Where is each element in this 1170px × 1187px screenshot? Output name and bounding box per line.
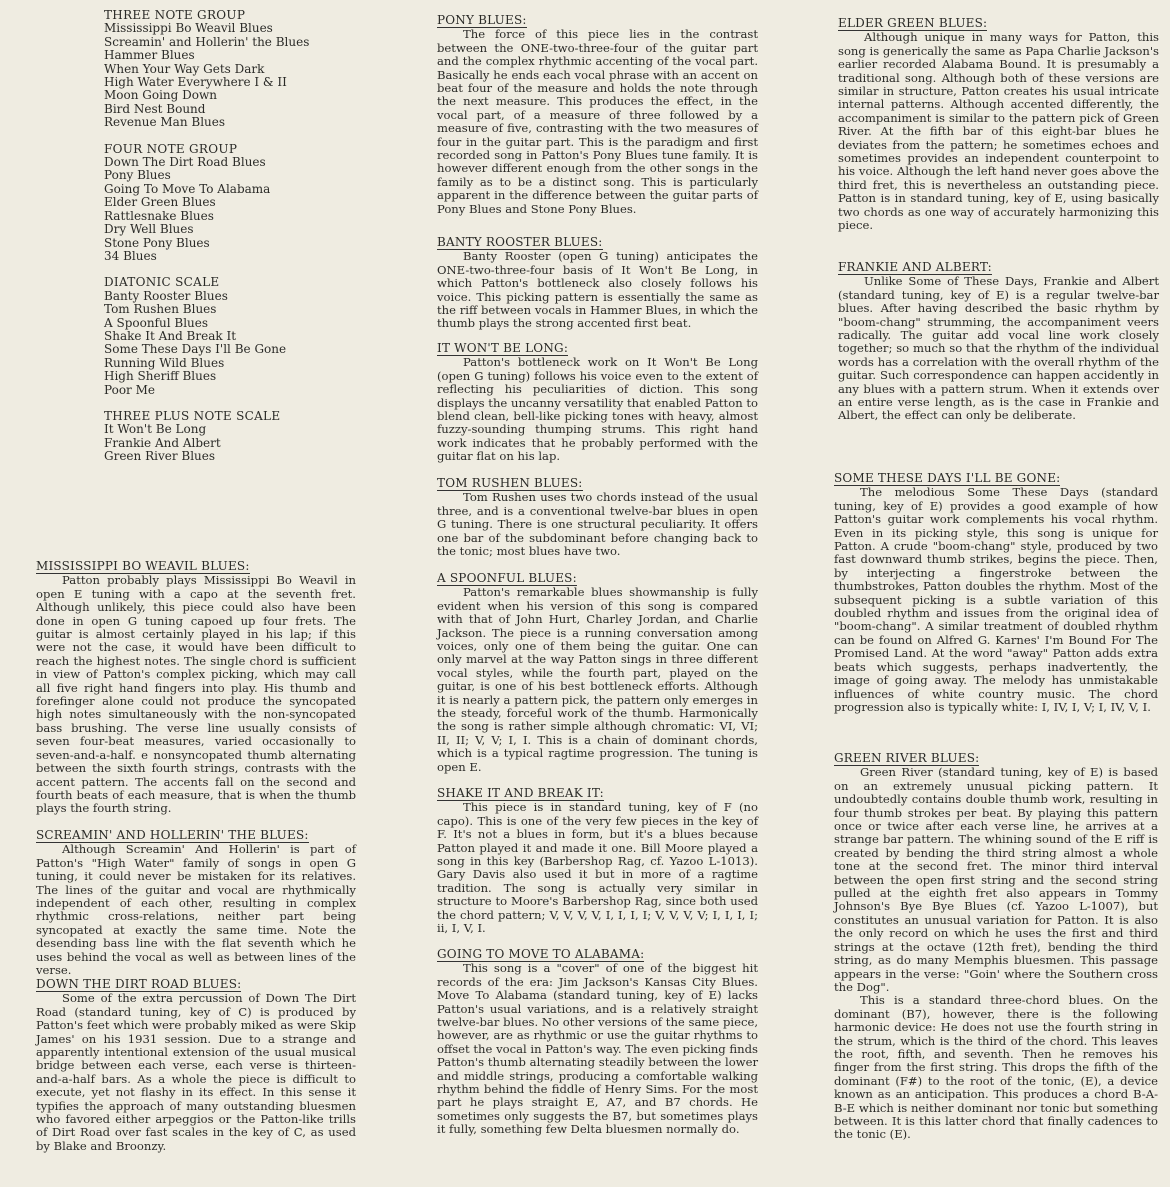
group-three-note — [104, 9, 404, 130]
section-frankie — [838, 256, 1159, 423]
list-item: High Sheriff Blues — [104, 369, 217, 384]
list-item: Dry Well Blues — [104, 222, 194, 237]
column-left-articles — [36, 555, 356, 816]
section-body: The melodious Some These Days (standard tuning, key of E) provides a good example of how Patton's guitar work complements his vocal rhythm. Even in its picking style, this song is unique for Patton. A crude "boom-chang" style, produced by two fast downward thumb strikes, begins the piece. Then, by interjecting a fingerstroke between the thumbstrokes, Patton doubles the rhythm. Most of the subsequent picking is a subtle variation of this doubled rhythm and issues from the original idea of "boom-chang". A similar treatment of doubled rhythm can be found on Alfred G. Karnes' I'm Bound For The Promised Land. At the word "away" Patton adds extra beats which suggests, perhaps inadvertently, the image of going away. The melody has unmistakable influences of white country music. The chord progression also is typically white: I, IV, I, V; I, IV, V, I. — [834, 485, 1158, 714]
section-frankie-wrap — [838, 256, 1159, 423]
list-item: Green River Blues — [104, 449, 216, 464]
section-body: The force of this piece lies in the contrast between the ONE-two-three-four of the guitar part and the complex rhythmic accenting of the vocal part. Basically he ends each vocal phrase with an accent on beat four of the measure and holds the note through the next measure. This produces the effect, in the vocal part, of a measure of three followed by a measure of five, contrasting with the two measures of four in the guitar part. This is the paradigm and first recorded song in Patton's Pony Blues tune family. It is however different enough from the other songs in the family as to be a distinct song. This is particularly apparent in the difference between the guitar parts of Pony Blues and Stone Pony Blues. — [437, 27, 758, 216]
section-tomrushen — [437, 472, 758, 558]
section-title: GREEN RIVER BLUES: — [834, 751, 980, 765]
section-body-2: This is a standard three-chord blues. On the dominant (B7), however, there is the following harmonic device: He does not use the fourth string in the strum, which is the third of the chord. This leaves the root, fifth, and seventh. Then he removes his finger from the first string. This drops the fifth of the dominant (F#) to the root of the tonic, (E), a device known as an anticipation. This produces a chord B-A-B-E which is neither dominant nor tonic but something between. It is this latter chord that finally cadences to the tonic (E). — [834, 993, 1158, 1142]
section-spoonful — [437, 567, 758, 774]
list-item: Mississippi Bo Weavil Blues — [104, 21, 273, 36]
list-item: Running Wild Blues — [104, 355, 225, 370]
section-alabama — [437, 943, 758, 1137]
list-item: Revenue Man Blues — [104, 115, 226, 130]
section-screamin — [36, 824, 356, 977]
section-pony — [437, 9, 758, 216]
section-wontbelong-wrap — [437, 337, 758, 464]
section-spoonful-wrap — [437, 567, 758, 774]
group-diatonic — [104, 276, 404, 397]
group-four-note — [104, 143, 404, 264]
section-title: DOWN THE DIRT ROAD BLUES: — [36, 977, 242, 991]
list-item: Some These Days I'll Be Gone — [104, 342, 287, 357]
group-heading: THREE PLUS NOTE SCALE — [104, 408, 281, 423]
section-body: Banty Rooster (open G tuning) anticipates the ONE-two-three-four basis of It Won't Be Long, in which Patton's bottleneck also closely follows his voice. This picking pattern is essentially the same as the riff between vocals in Hammer Blues, in which the thumb plays the strong accented first beat. — [437, 249, 758, 331]
list-item: A Spoonful Blues — [104, 315, 209, 330]
section-greenriver — [834, 747, 1158, 1142]
section-title: ELDER GREEN BLUES: — [838, 16, 988, 30]
section-title: IT WON'T BE LONG: — [437, 341, 569, 355]
section-shake-wrap — [437, 782, 758, 935]
song-groups — [104, 9, 404, 477]
list-item: Elder Green Blues — [104, 195, 216, 210]
list-item: It Won't Be Long — [104, 422, 207, 437]
section-title: BANTY ROOSTER BLUES: — [437, 235, 603, 249]
section-eldergreen-wrap — [838, 12, 1159, 233]
section-somedays — [834, 467, 1158, 714]
group-heading: THREE NOTE GROUP — [104, 8, 246, 22]
section-title: MISSISSIPPI BO WEAVIL BLUES: — [36, 559, 250, 573]
section-dirtroad — [36, 973, 356, 1153]
list-item: When Your Way Gets Dark — [104, 61, 265, 76]
list-item: Hammer Blues — [104, 48, 195, 63]
list-item: Stone Pony Blues — [104, 235, 210, 250]
section-banty-wrap — [437, 231, 758, 331]
section-body: Although unique in many ways for Patton, this song is generically the same as Papa Charlie Jackson's earlier recorded Alabama Bound. It is presumably a traditional song. Although both of these versions are similar in structure, Patton creates his usual intricate internal patterns. Although accented differently, the accompaniment is similar to the pattern pick of Green River. At the fifth bar of this eight-bar blues he deviates from the pattern; he sometimes echoes and sometimes provides an independent counterpoint to his voice. Although the left hand never goes above the third fret, this is nevertheless an outstanding piece. Patton is in standard tuning, key of E, using basically two chords as one way of accurately harmonizing this piece. — [838, 30, 1159, 233]
list-item: Down The Dirt Road Blues — [104, 155, 266, 170]
section-body: This song is a "cover" of one of the biggest hit records of the era: Jim Jackson's Kansas City Blues. Move To Alabama (standard tuning, key of E) lacks Patton's usual variations, and is a relatively straight twelve-bar blues. No other versions of the same piece, however, are as rhythmic or use the guitar rhythms to offset the vocal in Patton's way. The even picking finds Patton's thumb alternating steadily between the lower and middle strings, producing a comfortable walking rhythm behind the fiddle of Henry Sims. For the most part he plays straight E, A7, and B7 chords. He sometimes only suggests the B7, but sometimes plays it fully, something few Delta bluesmen normally do. — [437, 961, 758, 1137]
group-heading: DIATONIC SCALE — [104, 275, 220, 290]
section-alabama-wrap — [437, 943, 758, 1137]
section-body: Some of the extra percussion of Down The Dirt Road (standard tuning, key of C) is produced by Patton's feet which were probably miked as were Skip James' on his 1931 session. Due to a strange and apparently intentional extension of the usual musical bridge between each verse, each verse is thirteen-and-a-half bars. As a whole the piece is difficult to execute, yet not flashy in its effect. In this sense it typifies the approach of many outstanding bluesmen who favored either arpeggios or the Patton-like trills of Dirt Road over fast scales in the key of C, as used by Blake and Broonzy. — [36, 991, 356, 1153]
section-body: Unlike Some of These Days, Frankie and Albert (standard tuning, key of E) is a regular twelve-bar blues. After having described the basic rhythm by "boom-chang" strumming, the accompaniment veers radically. The guitar add vocal line work closely together; so much so that the rhythm of the individual words has a correlation with the overall rhythm of the guitar. Such correspondence can happen accidently in any blues with a pattern strum. When it extends over an entire verse length, as is the case in Frankie and Albert, the effect can only be deliberate. — [838, 274, 1159, 423]
list-item: Frankie And Albert — [104, 435, 221, 450]
group-three-plus — [104, 410, 404, 464]
section-body: Although Screamin' And Hollerin' is part of Patton's "High Water" family of songs in open G tuning, it could never be mistaken for its relatives. The lines of the guitar and vocal are rhythmically independent of each other, resulting in complex rhythmic cross-relations, neither part being syncopated at exactly the same time. Note the desending bass line with the flat seventh which he uses behind the vocal as well as between lines of the verse. — [36, 842, 356, 978]
section-body: Patton's remarkable blues showmanship is fully evident when his version of this song is compared with that of John Hurt, Charley Jordan, and Charlie Jackson. The piece is a running conversation among voices, only one of them being the guitar. One can only marvel at the way Patton sings in three different vocal styles, while the fourth part, played on the guitar, is one of his best bottleneck efforts. Although it is nearly a pattern pick, the pattern only emerges in the steady, forceful work of the thumb. Harmonically the song is rather simple although chromatic: VI, VI; II, II; V, V; I, I. This is a chain of dominant chords, which is a typical ragtime progression. The tuning is open E. — [437, 585, 758, 774]
section-title: TOM RUSHEN BLUES: — [437, 476, 583, 490]
section-mississippi — [36, 555, 356, 816]
section-greenriver-wrap — [834, 747, 1158, 1142]
section-title: SCREAMIN' AND HOLLERIN' THE BLUES: — [36, 828, 309, 842]
section-title: SOME THESE DAYS I'LL BE GONE: — [834, 471, 1061, 485]
list-item: 34 Blues — [104, 248, 157, 263]
section-banty — [437, 231, 758, 331]
list-item: High Water Everywhere I & II — [104, 75, 287, 90]
list-item: Going To Move To Alabama — [104, 181, 271, 196]
list-item: Rattlesnake Blues — [104, 208, 214, 223]
section-body: This piece is in standard tuning, key of F (no capo). This is one of the very few pieces in the key of F. It's not a blues in form, but it's a blues because Patton played it and made it one. Bill Moore played a song in this key (Barbershop Rag, cf. Yazoo L-1013). Gary Davis also used it but in more of a ragtime tradition. The song is actually very similar in structure to Moore's Barbershop Rag, since both used the chord pattern; V, V, V, V, I, I, I, I; V, V, V, V; I, I, I, I; ii, I, V, I. — [437, 800, 758, 936]
section-pony-wrap — [437, 9, 758, 216]
list-item: Poor Me — [104, 382, 155, 397]
section-body: Patton probably plays Mississippi Bo Weavil in open E tuning with a capo at the seventh fret. Although unlikely, this piece could also have been done in open G tuning capoed up four frets. The guitar is almost certainly played in his lap; if this were not the case, it would have been difficult to reach the highest notes. The single chord is sufficient in view of Patton's complex picking, which may call all five right hand fingers into play. His thumb and forefinger alone could not produce the syncopated high notes simultaneously with the non-syncopated bass brushing. The verse line usually consists of seven four-beat measures, varied occasionally to seven-and-a-half. e nonsyncopated thumb alternating between the sixth fourth strings, contrasts with the accent pattern. The accents fall on the second and fourth beats of each measure, that is when the thumb plays the fourth string. — [36, 573, 356, 816]
section-eldergreen — [838, 12, 1159, 233]
section-body: Tom Rushen uses two chords instead of the usual three, and is a conventional twelve-bar blues in open G tuning. There is one structural peculiarity. It offers one bar of the subdominant before changing back to the tonic; most blues have two. — [437, 490, 758, 559]
section-title: FRANKIE AND ALBERT: — [838, 260, 992, 274]
section-wontbelong — [437, 337, 758, 464]
list-item: Banty Rooster Blues — [104, 288, 228, 303]
section-body: Patton's bottleneck work on It Won't Be Long (open G tuning) follows his voice even to the extent of reflecting his peculiarities of diction. This song displays the uncanny versatility that enabled Patton to blend clean, bell-like picking tones with heavy, almost fuzzy-sounding thumping strums. This right hand work indicates that he probably performed with the guitar flat on his lap. — [437, 355, 758, 464]
section-title: GOING TO MOVE TO ALABAMA: — [437, 947, 645, 961]
section-somedays-wrap — [834, 467, 1158, 714]
section-tomrushen-wrap — [437, 472, 758, 558]
group-heading: FOUR NOTE GROUP — [104, 141, 238, 156]
list-item: Screamin' and Hollerin' the Blues — [104, 34, 310, 49]
list-item: Pony Blues — [104, 168, 171, 183]
column-left-articles-2 — [36, 824, 356, 977]
column-left-articles-3 — [36, 973, 356, 1153]
list-item: Shake It And Break It — [104, 328, 237, 343]
section-title: PONY BLUES: — [437, 13, 527, 27]
section-shake — [437, 782, 758, 935]
section-title: SHAKE IT AND BREAK IT: — [437, 786, 604, 800]
list-item: Moon Going Down — [104, 88, 217, 103]
list-item: Bird Nest Bound — [104, 101, 206, 116]
section-body: Green River (standard tuning, key of E) is based on an extremely unusual picking pattern. It undoubtedly contains double thumb work, resulting in four thumb strokes per beat. By playing this pattern once or twice after each verse line, he arrives at a strange bar pattern. The whining sound of the E riff is created by bending the third string almost a whole tone at the second fret. The minor third interval between the open first string and the second string pulled at the eighth fret also appears in Tommy Johnson's Bye Bye Blues (cf. Yazoo L-1007), but constitutes an unusual variation for Patton. It is also the only record on which he uses the first and third strings at the octave (12th fret), bending the third string, as do many Memphis bluesmen. This passage appears in the verse: "Goin' where the Southern cross the Dog". — [834, 765, 1158, 994]
list-item: Tom Rushen Blues — [104, 302, 217, 317]
section-title: A SPOONFUL BLUES: — [437, 571, 577, 585]
